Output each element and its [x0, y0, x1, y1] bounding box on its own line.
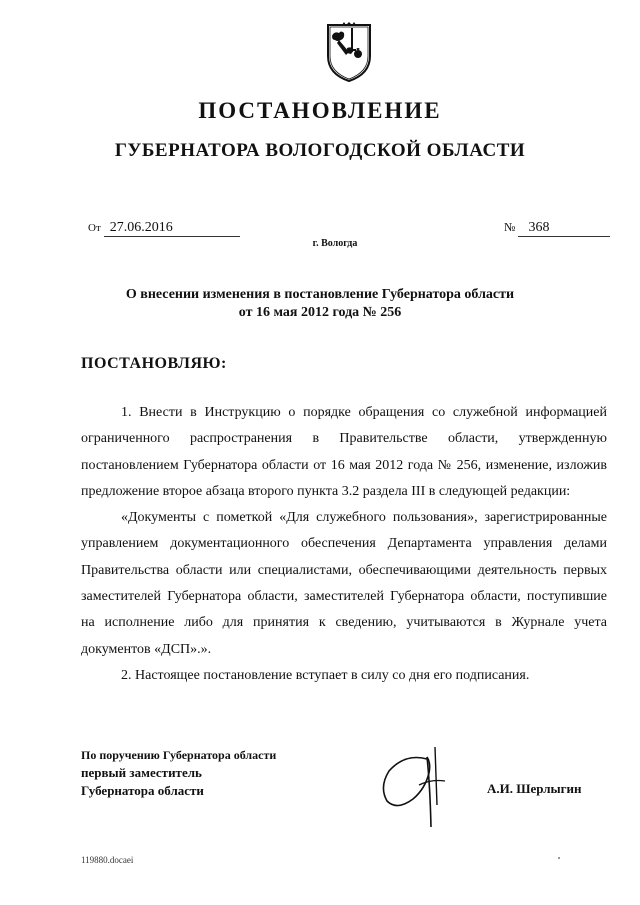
signer-name: А.И. Шерлыгин	[487, 781, 582, 796]
subject-line-2: от 16 мая 2012 года № 256	[238, 305, 402, 320]
signatory-block	[81, 746, 276, 800]
paragraph-quoted: «Документы с пометкой «Для служебного пользования», зарегистрированные управлением документационного обеспечения Департамента управления делами Правительства области или специалистами, обеспечивающими деятельность первых заместителей Губернатора области, заместителей Губернатора области, поступившие на исполнение либо для принятия к сведению, учитываются в Журнале учета документов «ДСП».».	[81, 510, 607, 657]
date-label: От	[88, 222, 101, 234]
decree-word: ПОСТАНОВЛЯЮ:	[81, 355, 227, 372]
number-label: №	[504, 220, 516, 234]
signatory-line-1: По поручению Губернатора области	[81, 748, 277, 762]
document-file-reference: 119880.docaei	[81, 855, 134, 865]
subject-line-1: О внесении изменения в постановление Губернатора области	[125, 287, 515, 302]
document-subject	[100, 286, 540, 322]
paragraph-1: 1. Внести в Инструкцию о порядке обращения со служебной информацией ограниченного распространения в Правительстве области, утвержденную постановлением Губернатора области от 16 мая 2012 года № 256, изменение, изложив предложение второе абзаца второго пункта 3.2 раздела III в следующей редакции:	[81, 405, 607, 499]
date-value: 27.06.2016	[104, 220, 240, 237]
signatory-line-2: первый заместитель	[81, 765, 202, 780]
paragraph-2: 2. Настоящее постановление вступает в силу со дня его подписания.	[121, 667, 530, 683]
scan-artifact-dot	[558, 857, 560, 859]
coat-of-arms-icon	[325, 22, 373, 84]
number-value: 368	[518, 220, 610, 237]
document-date	[88, 220, 240, 237]
signatory-line-3: Губернатора области	[81, 783, 204, 798]
document-body	[81, 400, 607, 689]
document-number	[504, 220, 610, 237]
document-authority: ГУБЕРНАТОРА ВОЛОГОДСКОЙ ОБЛАСТИ	[114, 140, 526, 161]
document-title: ПОСТАНОВЛЕНИЕ	[198, 98, 442, 123]
document-city: г. Вологда	[312, 238, 358, 249]
handwritten-signature-icon	[375, 745, 465, 830]
